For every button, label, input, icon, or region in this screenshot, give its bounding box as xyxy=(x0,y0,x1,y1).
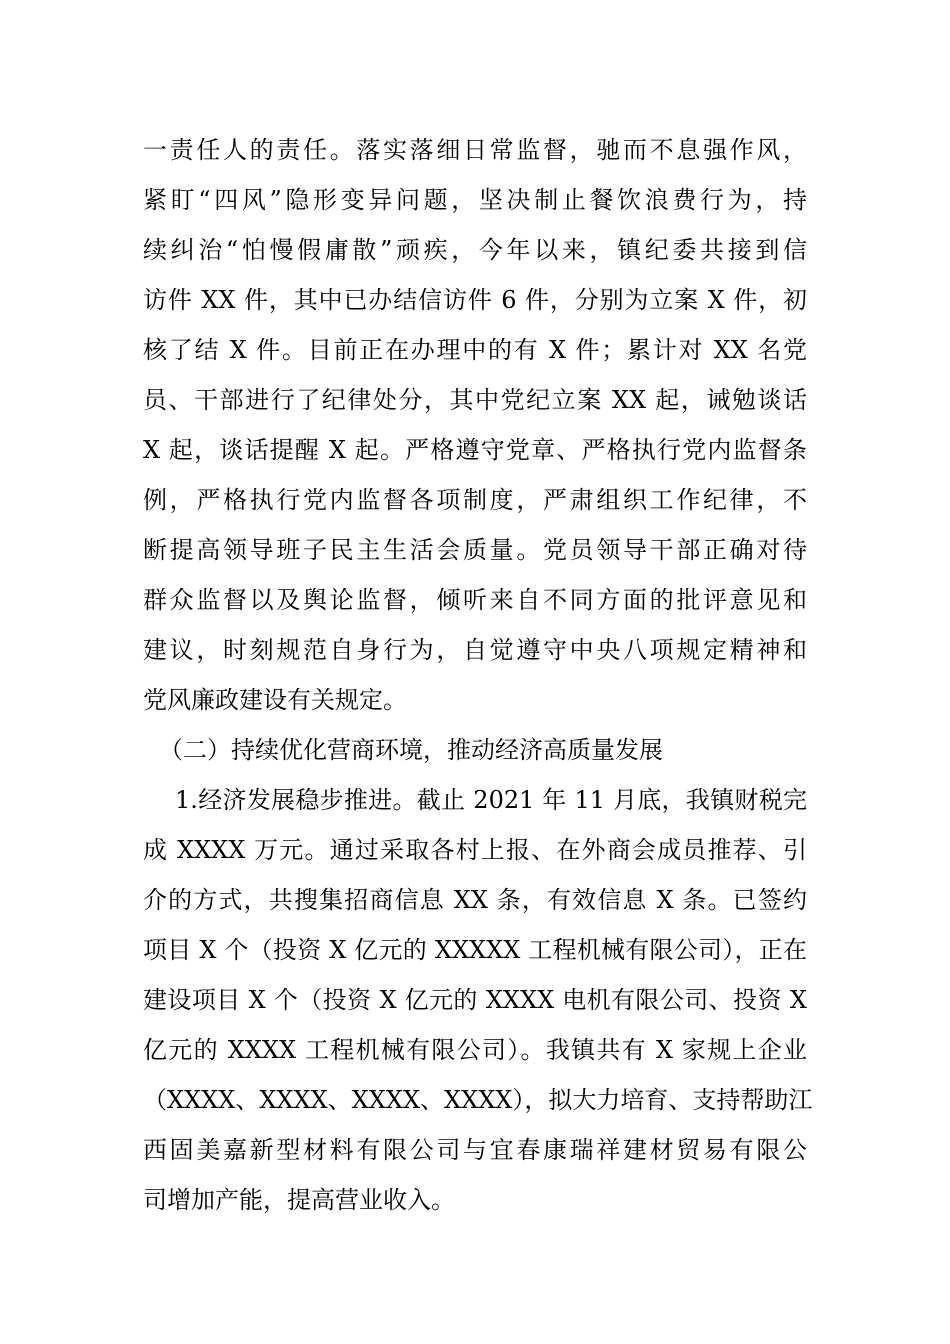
paragraph-1-line: 核了结 X 件。目前正在办理中的有 X 件；累计对 XX 名党 xyxy=(143,336,807,364)
paragraph-1-line: 紧盯“四风”隐形变异问题，坚决制止餐饮浪费行为，持 xyxy=(143,186,807,214)
paragraph-1-line: 访件 XX 件，其中已办结信访件 6 件，分别为立案 X 件，初 xyxy=(143,286,807,314)
section-heading: （二）持续优化营商环境，推动经济高质量发展 xyxy=(159,736,663,764)
paragraph-1-line: 群众监督以及舆论监督，倾听来自不同方面的批评意见和 xyxy=(143,586,807,614)
paragraph-2-line: 司增加产能，提高营业收入。 xyxy=(143,1186,455,1214)
paragraph-2-line: 建设项目 X 个（投资 X 亿元的 XXXX 电机有限公司、投资 X xyxy=(143,986,807,1014)
paragraph-2-line: 1.经济发展稳步推进。截止 2021 年 11 月底，我镇财税完 xyxy=(175,786,807,814)
paragraph-1-line: 员、干部进行了纪律处分，其中党纪立案 XX 起，诫勉谈话 xyxy=(143,386,807,414)
paragraph-2-line: 成 XXXX 万元。通过采取各村上报、在外商会成员推荐、引 xyxy=(143,836,807,864)
paragraph-1-line: 一责任人的责任。落实落细日常监督，驰而不息强作风， xyxy=(143,136,807,164)
paragraph-2-line: 介的方式，共搜集招商信息 XX 条，有效信息 X 条。已签约 xyxy=(143,886,807,914)
paragraph-1-line: 续纠治“怕慢假庸散”顽疾，今年以来，镇纪委共接到信 xyxy=(143,236,807,264)
paragraph-2-line: （XXXX、XXXX、XXXX、XXXX），拟大力培育、支持帮助江 xyxy=(143,1086,813,1114)
paragraph-1-line: 党风廉政建设有关规定。 xyxy=(143,686,407,714)
paragraph-2-line: 项目 X 个（投资 X 亿元的 XXXXX 工程机械有限公司），正在 xyxy=(143,936,807,964)
paragraph-1-line: 断提高领导班子民主生活会质量。党员领导干部正确对待 xyxy=(143,536,807,564)
paragraph-1-line: X 起，谈话提醒 X 起。严格遵守党章、严格执行党内监督条 xyxy=(143,436,807,464)
paragraph-1-line: 例，严格执行党内监督各项制度，严肃组织工作纪律，不 xyxy=(143,486,807,514)
paragraph-2-line: 亿元的 XXXX 工程机械有限公司）。我镇共有 X 家规上企业 xyxy=(143,1036,807,1064)
paragraph-1-line: 建议，时刻规范自身行为，自觉遵守中央八项规定精神和 xyxy=(143,636,807,664)
paragraph-2-line: 西固美嘉新型材料有限公司与宜春康瑞祥建材贸易有限公 xyxy=(143,1136,807,1164)
